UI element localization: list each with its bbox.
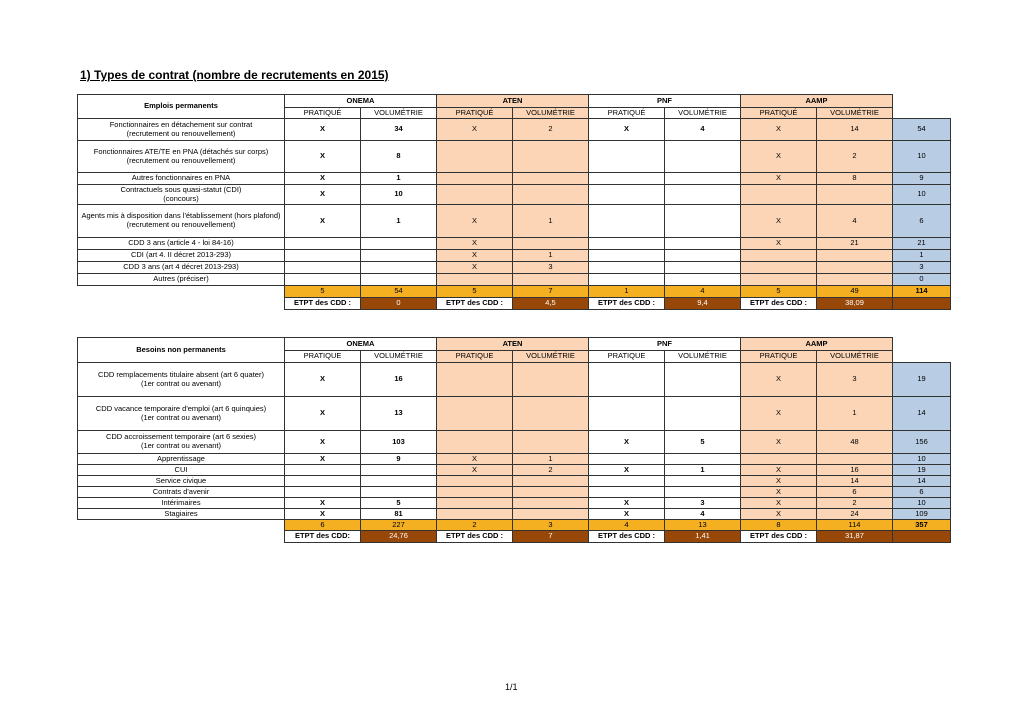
row-total: 6 [893, 205, 951, 238]
data-cell [741, 185, 817, 205]
data-cell: X [437, 238, 513, 250]
data-cell [437, 185, 513, 205]
data-cell [285, 274, 361, 286]
data-cell [285, 487, 361, 498]
sub-header: PRATIQUÉ [741, 108, 817, 119]
org-header: ONEMA [285, 338, 437, 351]
sum-cell: 4 [589, 520, 665, 531]
permanent-jobs-table [77, 94, 951, 310]
data-cell [513, 476, 589, 487]
data-cell [513, 487, 589, 498]
data-cell [513, 363, 589, 397]
data-cell: X [741, 363, 817, 397]
org-header: PNF [589, 338, 741, 351]
data-cell: 4 [817, 205, 893, 238]
sub-header: VOLUMÉTRIE [361, 108, 437, 119]
data-cell [817, 262, 893, 274]
sub-header: VOLUMÉTRIE [513, 108, 589, 119]
row-label: CDI (art 4. II décret 2013-293) [78, 250, 285, 262]
blank-cell [893, 95, 951, 119]
data-cell: 24 [817, 509, 893, 520]
data-cell [361, 262, 437, 274]
sum-cell: 8 [741, 520, 817, 531]
blank-cell [78, 531, 285, 543]
data-cell: 8 [817, 173, 893, 185]
etpt-value: 4,5 [513, 298, 589, 310]
data-cell: X [437, 262, 513, 274]
etpt-value: 24,76 [361, 531, 437, 543]
row-label: Agents mis à disposition dans l'établissement (hors plafond) (recrutement ou renouvellement) [78, 205, 285, 238]
row-total: 54 [893, 119, 951, 141]
org-header: PNF [589, 95, 741, 108]
page-title: 1) Types de contrat (nombre de recrutements en 2015) [80, 68, 389, 82]
row-label: CDD accroissement temporaire (art 6 sexies) (1er contrat ou avenant) [78, 431, 285, 454]
data-cell [437, 363, 513, 397]
row-total: 109 [893, 509, 951, 520]
sub-header: PRATIQUÉ [285, 108, 361, 119]
data-cell [589, 262, 665, 274]
row-total: 10 [893, 498, 951, 509]
etpt-value: 31,87 [817, 531, 893, 543]
row-label: Contractuels sous quasi-statut (CDI) (concours) [78, 185, 285, 205]
data-cell [437, 141, 513, 173]
data-cell [589, 185, 665, 205]
sum-cell: 114 [817, 520, 893, 531]
row-total: 21 [893, 238, 951, 250]
row-total: 6 [893, 487, 951, 498]
data-cell [513, 238, 589, 250]
row-total: 10 [893, 454, 951, 465]
etpt-value: 1,41 [665, 531, 741, 543]
data-cell [513, 274, 589, 286]
row-total: 14 [893, 476, 951, 487]
blank-cell [78, 520, 285, 531]
data-cell: X [285, 119, 361, 141]
etpt-label: ETPT des CDD: [285, 531, 361, 543]
data-cell [589, 141, 665, 173]
etpt-value: 38,09 [817, 298, 893, 310]
data-cell: X [437, 119, 513, 141]
data-cell: 5 [665, 431, 741, 454]
data-cell [437, 397, 513, 431]
data-cell: X [589, 119, 665, 141]
data-cell: 1 [361, 173, 437, 185]
org-header: AAMP [741, 95, 893, 108]
org-header: ONEMA [285, 95, 437, 108]
data-cell: X [285, 141, 361, 173]
sum-cell: 1 [589, 286, 665, 298]
data-cell [437, 487, 513, 498]
data-cell: X [741, 141, 817, 173]
data-cell: X [741, 476, 817, 487]
data-cell [665, 205, 741, 238]
data-cell [665, 238, 741, 250]
data-cell [513, 397, 589, 431]
data-cell: X [285, 454, 361, 465]
row-label: CUI [78, 465, 285, 476]
data-cell: 3 [817, 363, 893, 397]
data-cell: 1 [513, 454, 589, 465]
blank-cell [78, 286, 285, 298]
data-cell: X [285, 498, 361, 509]
data-cell [513, 509, 589, 520]
row-total: 156 [893, 431, 951, 454]
sum-cell: 7 [513, 286, 589, 298]
data-cell: 3 [513, 262, 589, 274]
row-label: CDD 3 ans (article 4 - loi 84-16) [78, 238, 285, 250]
row-total: 10 [893, 141, 951, 173]
data-cell: X [437, 250, 513, 262]
data-cell [513, 141, 589, 173]
data-cell [665, 173, 741, 185]
sum-cell: 49 [817, 286, 893, 298]
row-label: CDD vacance temporaire d'emploi (art 6 quinquies) (1er contrat ou avenant) [78, 397, 285, 431]
data-cell: 5 [361, 498, 437, 509]
data-cell [665, 487, 741, 498]
sub-header: PRATIQUE [589, 351, 665, 363]
data-cell: 1 [817, 397, 893, 431]
data-cell [437, 431, 513, 454]
etpt-value: 7 [513, 531, 589, 543]
data-cell: 4 [665, 119, 741, 141]
row-label: CDD remplacements titulaire absent (art 6 quater) (1er contrat ou avenant) [78, 363, 285, 397]
row-total: 19 [893, 465, 951, 476]
data-cell: 34 [361, 119, 437, 141]
data-cell [437, 274, 513, 286]
data-cell: 16 [361, 363, 437, 397]
data-cell [285, 250, 361, 262]
data-cell: 1 [513, 250, 589, 262]
row-label: Intérimaires [78, 498, 285, 509]
data-cell: 2 [817, 141, 893, 173]
data-cell [589, 397, 665, 431]
data-cell: 16 [817, 465, 893, 476]
data-cell [817, 250, 893, 262]
data-cell [285, 476, 361, 487]
data-cell [817, 185, 893, 205]
data-cell [589, 173, 665, 185]
data-cell [361, 274, 437, 286]
sub-header: PRATIQUE [285, 351, 361, 363]
sub-header: PRATIQUÉ [437, 108, 513, 119]
data-cell: X [741, 487, 817, 498]
etpt-value: 9,4 [665, 298, 741, 310]
data-cell [741, 262, 817, 274]
data-cell: X [589, 509, 665, 520]
data-cell: 21 [817, 238, 893, 250]
sum-cell: 4 [665, 286, 741, 298]
data-cell [589, 487, 665, 498]
sub-header: VOLUMÉTRIE [513, 351, 589, 363]
sum-total: 114 [893, 286, 951, 298]
org-header: AAMP [741, 338, 893, 351]
data-cell [589, 363, 665, 397]
row-total: 0 [893, 274, 951, 286]
data-cell [741, 250, 817, 262]
data-cell: X [741, 205, 817, 238]
non-permanent-needs-table [77, 337, 951, 543]
data-cell [361, 250, 437, 262]
sum-cell: 5 [285, 286, 361, 298]
sub-header: VOLUMÉTRIE [665, 108, 741, 119]
data-cell [361, 238, 437, 250]
data-cell: X [285, 185, 361, 205]
etpt-label: ETPT des CDD : [437, 298, 513, 310]
data-cell: X [741, 119, 817, 141]
etpt-label: ETPT des CDD : [741, 531, 817, 543]
sum-cell: 54 [361, 286, 437, 298]
sub-header: PRATIQUE [741, 351, 817, 363]
etpt-blank [893, 298, 951, 310]
data-cell: 6 [817, 487, 893, 498]
data-cell [513, 498, 589, 509]
row-label: CDD 3 ans (art 4 décret 2013-293) [78, 262, 285, 274]
data-cell [665, 476, 741, 487]
data-cell [665, 262, 741, 274]
data-cell: X [285, 363, 361, 397]
sum-cell: 6 [285, 520, 361, 531]
data-cell: X [741, 397, 817, 431]
data-cell: 2 [817, 498, 893, 509]
data-cell [285, 465, 361, 476]
data-cell [361, 487, 437, 498]
data-cell: 13 [361, 397, 437, 431]
sum-cell: 227 [361, 520, 437, 531]
data-cell [665, 141, 741, 173]
sum-cell: 13 [665, 520, 741, 531]
data-cell [665, 454, 741, 465]
etpt-label: ETPT des CDD : [589, 298, 665, 310]
data-cell [665, 274, 741, 286]
sub-header: VOLUMÉTRIE [665, 351, 741, 363]
sum-cell: 3 [513, 520, 589, 531]
row-total: 19 [893, 363, 951, 397]
row-label: Fonctionnaires en détachement sur contrat (recrutement ou renouvellement) [78, 119, 285, 141]
row-label: Stagiaires [78, 509, 285, 520]
data-cell: 81 [361, 509, 437, 520]
data-cell: X [285, 509, 361, 520]
etpt-value: 0 [361, 298, 437, 310]
data-cell [589, 205, 665, 238]
row-total: 9 [893, 173, 951, 185]
data-cell [513, 431, 589, 454]
data-cell: 2 [513, 119, 589, 141]
blank-cell [893, 338, 951, 363]
data-cell: 10 [361, 185, 437, 205]
data-cell [817, 454, 893, 465]
data-cell: X [741, 498, 817, 509]
data-cell: X [285, 205, 361, 238]
data-cell [361, 465, 437, 476]
org-header: ATEN [437, 338, 589, 351]
etpt-blank [893, 531, 951, 543]
section-label: Besoins non permanents [78, 338, 285, 363]
row-label: Autres (préciser) [78, 274, 285, 286]
data-cell [437, 476, 513, 487]
data-cell [741, 454, 817, 465]
data-cell: 4 [665, 509, 741, 520]
data-cell: 9 [361, 454, 437, 465]
data-cell [437, 173, 513, 185]
data-cell [589, 250, 665, 262]
org-header: ATEN [437, 95, 589, 108]
data-cell [741, 274, 817, 286]
data-cell: X [285, 397, 361, 431]
data-cell [665, 397, 741, 431]
data-cell: X [741, 173, 817, 185]
data-cell: X [741, 509, 817, 520]
row-total: 14 [893, 397, 951, 431]
data-cell: X [437, 205, 513, 238]
data-cell [285, 262, 361, 274]
data-cell: 8 [361, 141, 437, 173]
data-cell: X [589, 431, 665, 454]
data-cell [361, 476, 437, 487]
section-label: Emplois permanents [78, 95, 285, 119]
row-total: 10 [893, 185, 951, 205]
etpt-label: ETPT des CDD : [741, 298, 817, 310]
sub-header: VOLUMÉTRIE [817, 108, 893, 119]
sum-cell: 5 [741, 286, 817, 298]
data-cell [437, 509, 513, 520]
data-cell: X [589, 498, 665, 509]
data-cell: 103 [361, 431, 437, 454]
row-label: Autres fonctionnaires en PNA [78, 173, 285, 185]
data-cell: X [741, 465, 817, 476]
data-cell [665, 250, 741, 262]
data-cell: X [437, 465, 513, 476]
data-cell: 1 [665, 465, 741, 476]
etpt-label: ETPT des CDD : [437, 531, 513, 543]
data-cell: 3 [665, 498, 741, 509]
row-label: Apprentissage [78, 454, 285, 465]
data-cell: X [285, 173, 361, 185]
row-total: 1 [893, 250, 951, 262]
data-cell [817, 274, 893, 286]
sub-header: VOLUMÉTRIE [361, 351, 437, 363]
page-number: 1/1 [505, 682, 518, 692]
data-cell [589, 476, 665, 487]
row-label: Contrats d'avenir [78, 487, 285, 498]
data-cell [665, 185, 741, 205]
data-cell: 14 [817, 119, 893, 141]
data-cell [665, 363, 741, 397]
data-cell [513, 173, 589, 185]
row-label: Service civique [78, 476, 285, 487]
sum-cell: 2 [437, 520, 513, 531]
sum-cell: 5 [437, 286, 513, 298]
data-cell: X [741, 431, 817, 454]
data-cell: 1 [513, 205, 589, 238]
sum-total: 357 [893, 520, 951, 531]
data-cell: X [437, 454, 513, 465]
etpt-label: ETPT des CDD : [285, 298, 361, 310]
data-cell: 1 [361, 205, 437, 238]
data-cell [589, 454, 665, 465]
sub-header: PRATIQUE [437, 351, 513, 363]
data-cell [589, 238, 665, 250]
data-cell: X [285, 431, 361, 454]
sub-header: VOLUMÉTRIE [817, 351, 893, 363]
row-label: Fonctionnaires ATE/TE en PNA (détachés sur corps) (recrutement ou renouvellement) [78, 141, 285, 173]
data-cell [513, 185, 589, 205]
blank-cell [78, 298, 285, 310]
sub-header: PRATIQUÉ [589, 108, 665, 119]
row-total: 3 [893, 262, 951, 274]
data-cell: 48 [817, 431, 893, 454]
data-cell [285, 238, 361, 250]
data-cell: 14 [817, 476, 893, 487]
etpt-label: ETPT des CDD : [589, 531, 665, 543]
data-cell: X [589, 465, 665, 476]
data-cell [437, 498, 513, 509]
data-cell: 2 [513, 465, 589, 476]
data-cell: X [741, 238, 817, 250]
data-cell [589, 274, 665, 286]
